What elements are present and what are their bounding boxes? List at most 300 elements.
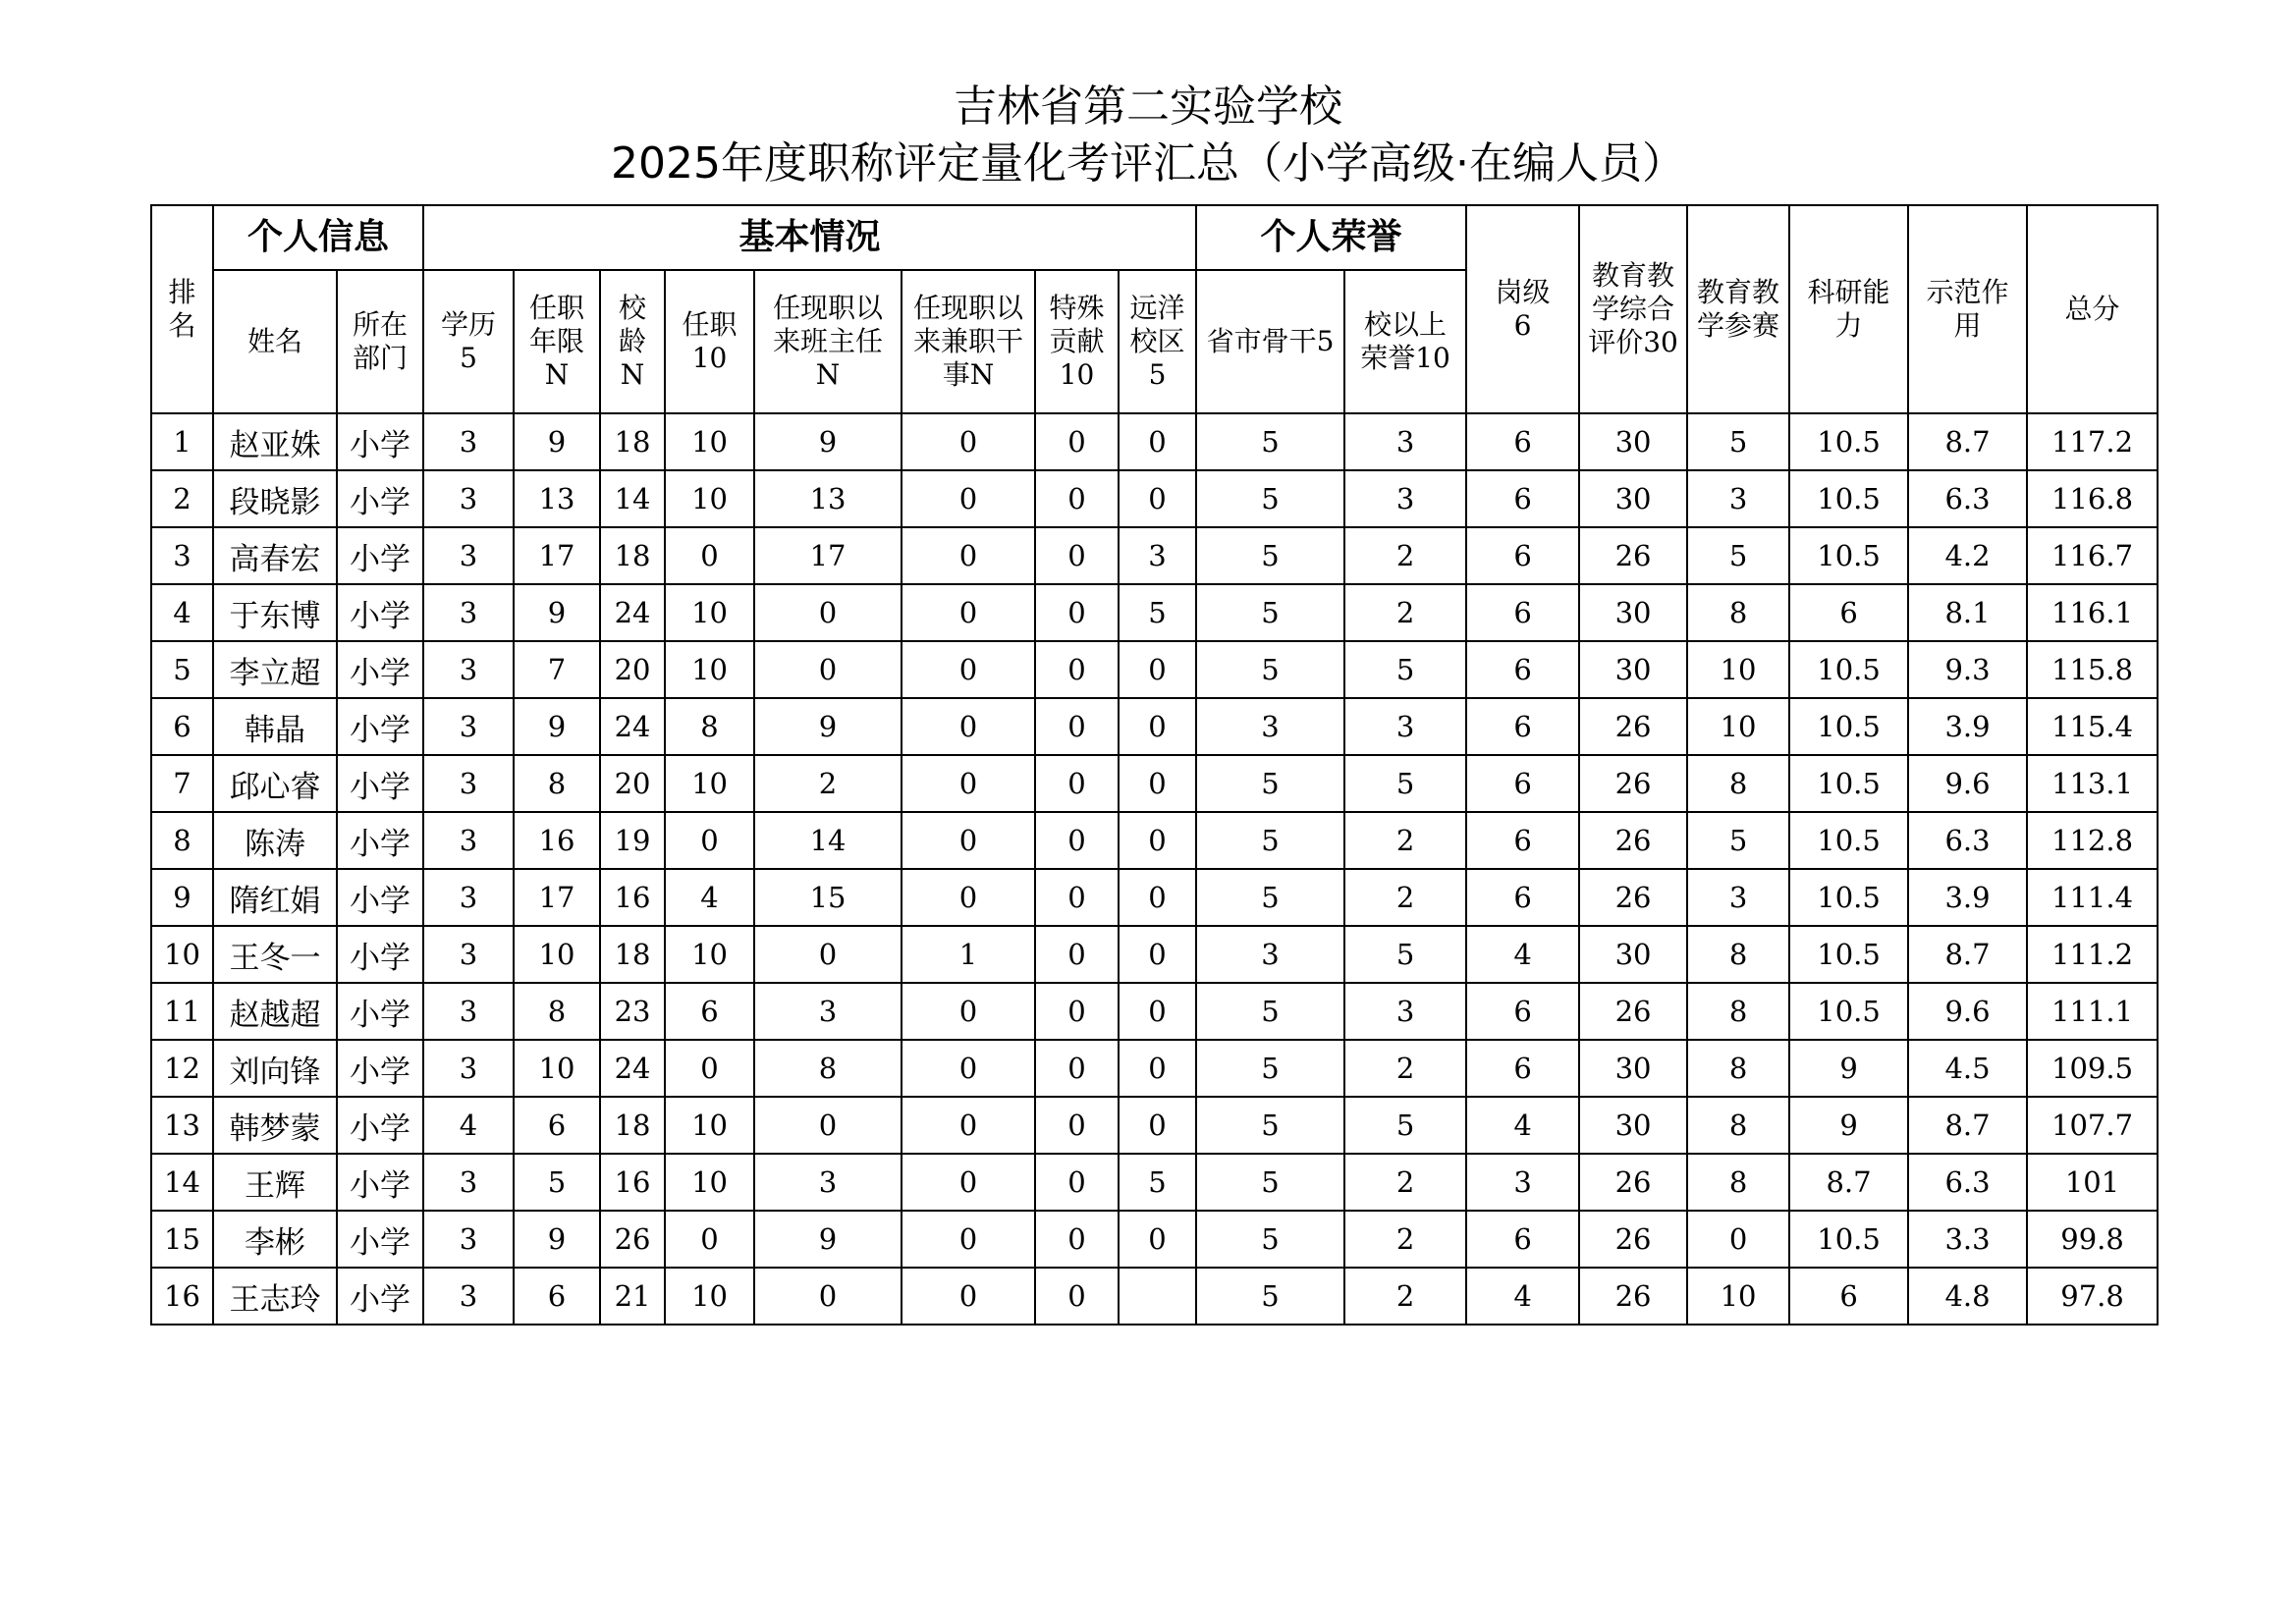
- table-row: [151, 869, 2158, 926]
- table-row: [151, 1268, 2158, 1325]
- cell-post: 6: [1466, 755, 1579, 812]
- cell-rank: 9: [151, 869, 213, 926]
- cell-research: 10.5: [1789, 812, 1908, 869]
- cell-school-age: 26: [600, 1211, 665, 1268]
- table-row: [151, 926, 2158, 983]
- col-special-header: 特殊贡献10: [1035, 270, 1119, 413]
- table-row: [151, 1040, 2158, 1097]
- cell-post-years: 10: [665, 584, 754, 641]
- cell-teaching-eval: 30: [1579, 413, 1687, 470]
- cell-cadre: 0: [902, 698, 1035, 755]
- cell-school-honor: 3: [1344, 470, 1466, 527]
- cell-post: 6: [1466, 1040, 1579, 1097]
- cell-school-honor: 2: [1344, 1040, 1466, 1097]
- cell-remote: 0: [1119, 413, 1196, 470]
- col-school-honor-header: 校以上荣誉10: [1344, 270, 1466, 413]
- cell-special: 0: [1035, 1268, 1119, 1325]
- cell-tenure: 17: [514, 869, 600, 926]
- cell-post-years: 6: [665, 983, 754, 1040]
- cell-backbone: 5: [1196, 812, 1344, 869]
- cell-cadre: 0: [902, 1040, 1035, 1097]
- cell-post-years: 10: [665, 1268, 754, 1325]
- cell-post: 4: [1466, 1268, 1579, 1325]
- cell-tenure: 8: [514, 755, 600, 812]
- cell-model: 3.9: [1908, 869, 2027, 926]
- cell-post: 6: [1466, 584, 1579, 641]
- cell-school-honor: 5: [1344, 1097, 1466, 1154]
- cell-dept: 小学: [337, 869, 423, 926]
- cell-school-age: 24: [600, 698, 665, 755]
- cell-post-years: 4: [665, 869, 754, 926]
- cell-name: 高春宏: [213, 527, 337, 584]
- cell-edu: 3: [423, 584, 514, 641]
- cell-competition: 8: [1687, 1154, 1789, 1211]
- cell-school-age: 16: [600, 869, 665, 926]
- cell-model: 6.3: [1908, 470, 2027, 527]
- cell-total: 109.5: [2027, 1040, 2158, 1097]
- cell-rank: 6: [151, 698, 213, 755]
- cell-total: 116.8: [2027, 470, 2158, 527]
- cell-head-teacher: 0: [754, 926, 902, 983]
- cell-tenure: 10: [514, 926, 600, 983]
- cell-research: 10.5: [1789, 869, 1908, 926]
- cell-cadre: 0: [902, 470, 1035, 527]
- cell-name: 韩晶: [213, 698, 337, 755]
- cell-teaching-eval: 30: [1579, 1097, 1687, 1154]
- cell-remote: 0: [1119, 1097, 1196, 1154]
- cell-cadre: 1: [902, 926, 1035, 983]
- cell-total: 99.8: [2027, 1211, 2158, 1268]
- cell-backbone: 5: [1196, 641, 1344, 698]
- cell-special: 0: [1035, 983, 1119, 1040]
- cell-teaching-eval: 26: [1579, 755, 1687, 812]
- col-teaching-eval-header: 教育教学综合评价30: [1579, 205, 1687, 413]
- group-basic: 基本情况: [423, 205, 1196, 270]
- cell-name: 赵越超: [213, 983, 337, 1040]
- cell-remote: 0: [1119, 641, 1196, 698]
- table-row: [151, 584, 2158, 641]
- col-total-header: 总分: [2027, 205, 2158, 413]
- col-tenure-header: 任职年限N: [514, 270, 600, 413]
- cell-teaching-eval: 26: [1579, 1211, 1687, 1268]
- cell-total: 97.8: [2027, 1268, 2158, 1325]
- cell-special: 0: [1035, 698, 1119, 755]
- cell-rank: 14: [151, 1154, 213, 1211]
- table-row: [151, 641, 2158, 698]
- cell-school-age: 14: [600, 470, 665, 527]
- cell-post: 6: [1466, 869, 1579, 926]
- col-competition-header: 教育教学参赛: [1687, 205, 1789, 413]
- cell-post: 4: [1466, 1097, 1579, 1154]
- cell-total: 116.7: [2027, 527, 2158, 584]
- cell-school-age: 24: [600, 584, 665, 641]
- cell-tenure: 9: [514, 1211, 600, 1268]
- cell-tenure: 7: [514, 641, 600, 698]
- cell-competition: 10: [1687, 1268, 1789, 1325]
- cell-special: 0: [1035, 812, 1119, 869]
- table-row: [151, 1211, 2158, 1268]
- cell-competition: 8: [1687, 1040, 1789, 1097]
- cell-backbone: 5: [1196, 470, 1344, 527]
- cell-teaching-eval: 30: [1579, 1040, 1687, 1097]
- cell-school-age: 18: [600, 1097, 665, 1154]
- cell-model: 4.2: [1908, 527, 2027, 584]
- cell-competition: 8: [1687, 983, 1789, 1040]
- cell-rank: 8: [151, 812, 213, 869]
- cell-name: 赵亚姝: [213, 413, 337, 470]
- cell-remote: 0: [1119, 926, 1196, 983]
- cell-name: 刘向锋: [213, 1040, 337, 1097]
- cell-school-honor: 5: [1344, 641, 1466, 698]
- cell-school-honor: 3: [1344, 983, 1466, 1040]
- cell-name: 韩梦蒙: [213, 1097, 337, 1154]
- cell-school-age: 18: [600, 413, 665, 470]
- cell-backbone: 5: [1196, 1211, 1344, 1268]
- cell-post: 6: [1466, 698, 1579, 755]
- cell-cadre: 0: [902, 584, 1035, 641]
- cell-name: 段晓影: [213, 470, 337, 527]
- cell-total: 111.4: [2027, 869, 2158, 926]
- cell-edu: 3: [423, 1268, 514, 1325]
- cell-research: 10.5: [1789, 983, 1908, 1040]
- cell-dept: 小学: [337, 698, 423, 755]
- cell-special: 0: [1035, 641, 1119, 698]
- cell-rank: 12: [151, 1040, 213, 1097]
- cell-cadre: 0: [902, 755, 1035, 812]
- cell-rank: 7: [151, 755, 213, 812]
- col-backbone-header: 省市骨干5: [1196, 270, 1344, 413]
- cell-competition: 0: [1687, 1211, 1789, 1268]
- col-remote-header: 远洋校区5: [1119, 270, 1196, 413]
- cell-competition: 5: [1687, 413, 1789, 470]
- cell-remote: 0: [1119, 755, 1196, 812]
- cell-remote: 5: [1119, 1154, 1196, 1211]
- cell-cadre: 0: [902, 869, 1035, 926]
- cell-school-age: 19: [600, 812, 665, 869]
- cell-school-honor: 2: [1344, 869, 1466, 926]
- cell-teaching-eval: 26: [1579, 1154, 1687, 1211]
- cell-name: 王志玲: [213, 1268, 337, 1325]
- cell-post-years: 10: [665, 470, 754, 527]
- header-row-groups: [151, 205, 2158, 270]
- cell-model: 3.3: [1908, 1211, 2027, 1268]
- cell-backbone: 5: [1196, 869, 1344, 926]
- table-row: [151, 470, 2158, 527]
- cell-model: 9.6: [1908, 983, 2027, 1040]
- cell-remote: 0: [1119, 812, 1196, 869]
- cell-edu: 4: [423, 1097, 514, 1154]
- cell-competition: 8: [1687, 755, 1789, 812]
- cell-cadre: 0: [902, 527, 1035, 584]
- cell-model: 8.7: [1908, 1097, 2027, 1154]
- score-table: [150, 204, 2159, 1325]
- cell-research: 10.5: [1789, 527, 1908, 584]
- cell-model: 4.5: [1908, 1040, 2027, 1097]
- table-row: [151, 527, 2158, 584]
- cell-dept: 小学: [337, 755, 423, 812]
- cell-competition: 3: [1687, 869, 1789, 926]
- cell-head-teacher: 9: [754, 413, 902, 470]
- cell-competition: 8: [1687, 926, 1789, 983]
- cell-model: 6.3: [1908, 812, 2027, 869]
- cell-teaching-eval: 26: [1579, 1268, 1687, 1325]
- cell-school-age: 24: [600, 1040, 665, 1097]
- col-school-age-header: 校龄N: [600, 270, 665, 413]
- cell-cadre: 0: [902, 1097, 1035, 1154]
- cell-total: 111.1: [2027, 983, 2158, 1040]
- cell-dept: 小学: [337, 641, 423, 698]
- cell-post-years: 10: [665, 1097, 754, 1154]
- cell-head-teacher: 3: [754, 983, 902, 1040]
- cell-school-honor: 5: [1344, 926, 1466, 983]
- cell-special: 0: [1035, 926, 1119, 983]
- cell-research: 10.5: [1789, 755, 1908, 812]
- table-row: [151, 1097, 2158, 1154]
- cell-backbone: 3: [1196, 926, 1344, 983]
- cell-rank: 5: [151, 641, 213, 698]
- col-rank-header: 排名: [151, 205, 213, 413]
- cell-special: 0: [1035, 755, 1119, 812]
- cell-rank: 16: [151, 1268, 213, 1325]
- cell-cadre: 0: [902, 983, 1035, 1040]
- cell-head-teacher: 14: [754, 812, 902, 869]
- cell-remote: 0: [1119, 470, 1196, 527]
- cell-total: 117.2: [2027, 413, 2158, 470]
- cell-post-years: 10: [665, 641, 754, 698]
- cell-remote: 0: [1119, 983, 1196, 1040]
- cell-post-years: 0: [665, 1211, 754, 1268]
- cell-rank: 3: [151, 527, 213, 584]
- cell-rank: 2: [151, 470, 213, 527]
- cell-edu: 3: [423, 1154, 514, 1211]
- cell-tenure: 9: [514, 584, 600, 641]
- cell-school-age: 20: [600, 641, 665, 698]
- cell-post-years: 8: [665, 698, 754, 755]
- col-head-teacher-header: 任现职以来班主任N: [754, 270, 902, 413]
- cell-competition: 3: [1687, 470, 1789, 527]
- cell-remote: 0: [1119, 1040, 1196, 1097]
- cell-competition: 5: [1687, 527, 1789, 584]
- cell-total: 111.2: [2027, 926, 2158, 983]
- cell-backbone: 3: [1196, 698, 1344, 755]
- col-post-header: 岗级6: [1466, 205, 1579, 413]
- cell-post: 6: [1466, 470, 1579, 527]
- cell-head-teacher: 0: [754, 584, 902, 641]
- cell-edu: 3: [423, 470, 514, 527]
- cell-research: 10.5: [1789, 413, 1908, 470]
- cell-school-age: 16: [600, 1154, 665, 1211]
- cell-tenure: 5: [514, 1154, 600, 1211]
- cell-backbone: 5: [1196, 983, 1344, 1040]
- cell-edu: 3: [423, 755, 514, 812]
- cell-post-years: 10: [665, 413, 754, 470]
- cell-total: 115.4: [2027, 698, 2158, 755]
- cell-school-honor: 3: [1344, 413, 1466, 470]
- cell-research: 8.7: [1789, 1154, 1908, 1211]
- school-title: 吉林省第二实验学校: [954, 81, 1342, 132]
- cell-competition: 10: [1687, 698, 1789, 755]
- cell-post: 6: [1466, 983, 1579, 1040]
- cell-research: 10.5: [1789, 470, 1908, 527]
- cell-teaching-eval: 30: [1579, 641, 1687, 698]
- cell-rank: 4: [151, 584, 213, 641]
- cell-school-age: 18: [600, 926, 665, 983]
- cell-total: 107.7: [2027, 1097, 2158, 1154]
- col-edu-header: 学历5: [423, 270, 514, 413]
- cell-teaching-eval: 30: [1579, 584, 1687, 641]
- cell-model: 4.8: [1908, 1268, 2027, 1325]
- cell-rank: 11: [151, 983, 213, 1040]
- cell-rank: 1: [151, 413, 213, 470]
- cell-dept: 小学: [337, 1040, 423, 1097]
- col-cadre-header: 任现职以来兼职干事N: [902, 270, 1035, 413]
- cell-competition: 8: [1687, 1097, 1789, 1154]
- cell-dept: 小学: [337, 584, 423, 641]
- cell-cadre: 0: [902, 1154, 1035, 1211]
- cell-model: 9.6: [1908, 755, 2027, 812]
- cell-remote: [1119, 1268, 1196, 1325]
- cell-school-honor: 2: [1344, 1211, 1466, 1268]
- cell-special: 0: [1035, 413, 1119, 470]
- table-row: [151, 812, 2158, 869]
- cell-backbone: 5: [1196, 1268, 1344, 1325]
- cell-rank: 10: [151, 926, 213, 983]
- cell-dept: 小学: [337, 926, 423, 983]
- cell-name: 王冬一: [213, 926, 337, 983]
- cell-dept: 小学: [337, 812, 423, 869]
- cell-tenure: 13: [514, 470, 600, 527]
- cell-backbone: 5: [1196, 1040, 1344, 1097]
- cell-edu: 3: [423, 983, 514, 1040]
- cell-special: 0: [1035, 584, 1119, 641]
- cell-name: 王辉: [213, 1154, 337, 1211]
- cell-dept: 小学: [337, 1097, 423, 1154]
- cell-competition: 10: [1687, 641, 1789, 698]
- cell-post: 6: [1466, 527, 1579, 584]
- cell-tenure: 16: [514, 812, 600, 869]
- table-row: [151, 755, 2158, 812]
- cell-remote: 5: [1119, 584, 1196, 641]
- cell-head-teacher: 0: [754, 641, 902, 698]
- cell-teaching-eval: 30: [1579, 470, 1687, 527]
- cell-rank: 13: [151, 1097, 213, 1154]
- cell-name: 隋红娟: [213, 869, 337, 926]
- cell-post: 3: [1466, 1154, 1579, 1211]
- table-body: [151, 413, 2158, 1325]
- cell-post: 6: [1466, 413, 1579, 470]
- cell-remote: 0: [1119, 1211, 1196, 1268]
- cell-tenure: 6: [514, 1268, 600, 1325]
- cell-special: 0: [1035, 869, 1119, 926]
- cell-total: 113.1: [2027, 755, 2158, 812]
- table-row: [151, 983, 2158, 1040]
- cell-backbone: 5: [1196, 755, 1344, 812]
- cell-name: 陈涛: [213, 812, 337, 869]
- cell-backbone: 5: [1196, 1097, 1344, 1154]
- cell-edu: 3: [423, 413, 514, 470]
- cell-model: 3.9: [1908, 698, 2027, 755]
- cell-dept: 小学: [337, 413, 423, 470]
- cell-cadre: 0: [902, 1211, 1035, 1268]
- cell-special: 0: [1035, 1097, 1119, 1154]
- cell-research: 10.5: [1789, 698, 1908, 755]
- cell-total: 116.1: [2027, 584, 2158, 641]
- cell-cadre: 0: [902, 1268, 1035, 1325]
- cell-school-honor: 5: [1344, 755, 1466, 812]
- cell-competition: 8: [1687, 584, 1789, 641]
- cell-post: 6: [1466, 641, 1579, 698]
- col-post-years-header: 任职10: [665, 270, 754, 413]
- cell-dept: 小学: [337, 1211, 423, 1268]
- cell-post: 6: [1466, 1211, 1579, 1268]
- cell-school-honor: 2: [1344, 1268, 1466, 1325]
- cell-teaching-eval: 26: [1579, 869, 1687, 926]
- cell-model: 8.1: [1908, 584, 2027, 641]
- cell-special: 0: [1035, 1211, 1119, 1268]
- cell-teaching-eval: 26: [1579, 527, 1687, 584]
- cell-research: 6: [1789, 1268, 1908, 1325]
- cell-head-teacher: 0: [754, 1268, 902, 1325]
- cell-teaching-eval: 26: [1579, 698, 1687, 755]
- cell-head-teacher: 13: [754, 470, 902, 527]
- cell-backbone: 5: [1196, 1154, 1344, 1211]
- cell-backbone: 5: [1196, 413, 1344, 470]
- cell-tenure: 9: [514, 698, 600, 755]
- cell-post: 4: [1466, 926, 1579, 983]
- cell-research: 6: [1789, 584, 1908, 641]
- cell-remote: 0: [1119, 698, 1196, 755]
- cell-head-teacher: 17: [754, 527, 902, 584]
- cell-backbone: 5: [1196, 527, 1344, 584]
- cell-school-age: 23: [600, 983, 665, 1040]
- cell-special: 0: [1035, 470, 1119, 527]
- report-title: 2025年度职称评定量化考评汇总（小学高级·在编人员）: [611, 138, 1685, 189]
- cell-teaching-eval: 26: [1579, 983, 1687, 1040]
- table-row: [151, 413, 2158, 470]
- cell-research: 9: [1789, 1040, 1908, 1097]
- group-personal-info: 个人信息: [213, 205, 423, 270]
- cell-cadre: 0: [902, 641, 1035, 698]
- cell-tenure: 9: [514, 413, 600, 470]
- cell-total: 101: [2027, 1154, 2158, 1211]
- cell-edu: 3: [423, 1211, 514, 1268]
- cell-teaching-eval: 30: [1579, 926, 1687, 983]
- cell-remote: 3: [1119, 527, 1196, 584]
- cell-teaching-eval: 26: [1579, 812, 1687, 869]
- col-research-header: 科研能力: [1789, 205, 1908, 413]
- cell-model: 8.7: [1908, 926, 2027, 983]
- cell-school-age: 21: [600, 1268, 665, 1325]
- cell-total: 112.8: [2027, 812, 2158, 869]
- cell-edu: 3: [423, 1040, 514, 1097]
- cell-edu: 3: [423, 641, 514, 698]
- cell-dept: 小学: [337, 983, 423, 1040]
- cell-school-honor: 2: [1344, 1154, 1466, 1211]
- col-name-header: 姓名: [213, 270, 337, 413]
- cell-cadre: 0: [902, 413, 1035, 470]
- cell-model: 9.3: [1908, 641, 2027, 698]
- cell-name: 李彬: [213, 1211, 337, 1268]
- table-row: [151, 1154, 2158, 1211]
- cell-special: 0: [1035, 527, 1119, 584]
- cell-tenure: 10: [514, 1040, 600, 1097]
- cell-rank: 15: [151, 1211, 213, 1268]
- cell-post-years: 0: [665, 527, 754, 584]
- cell-edu: 3: [423, 812, 514, 869]
- cell-backbone: 5: [1196, 584, 1344, 641]
- cell-school-honor: 3: [1344, 698, 1466, 755]
- cell-head-teacher: 15: [754, 869, 902, 926]
